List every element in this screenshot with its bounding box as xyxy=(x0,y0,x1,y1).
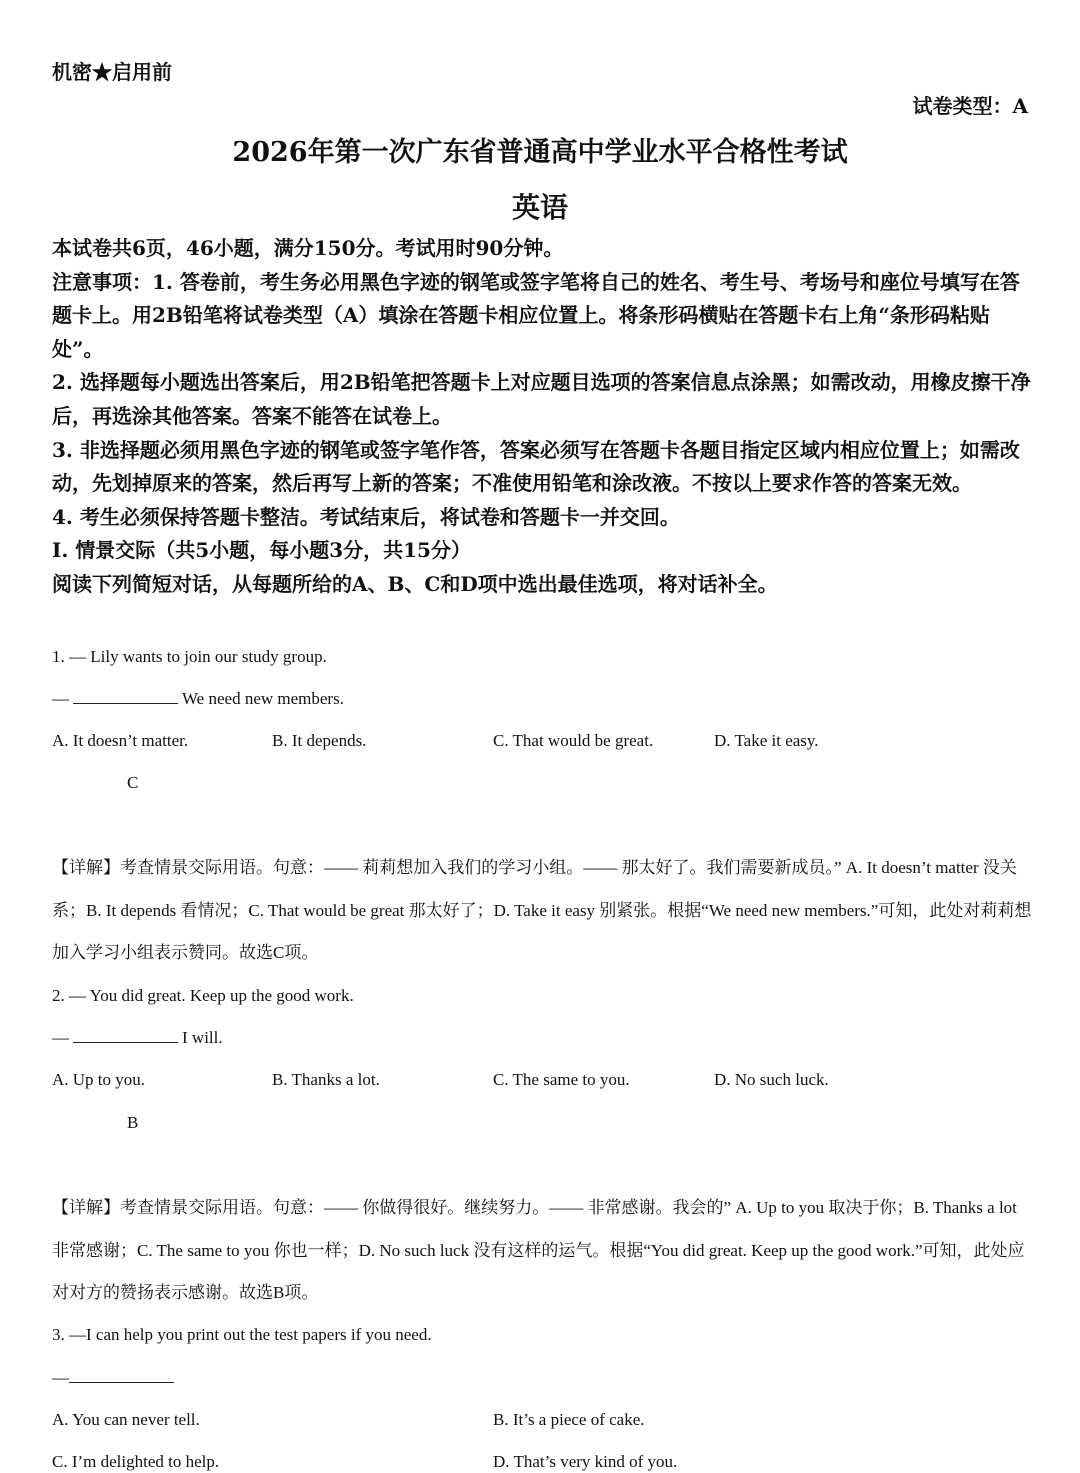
reply-dash: — xyxy=(52,1028,69,1047)
question-1-option-b: B. It depends. xyxy=(272,731,367,750)
question-1-option-c: C. That would be great. xyxy=(493,731,654,750)
section-directions: 阅读下列简短对话，从每题所给的A、B、C和D项中选出最佳选项，将对话补全。 xyxy=(52,571,778,596)
instructions-note-3: 3. 非选择题必须用黑色字迹的钢笔或签字笔作答，答案必须写在答题卡各题目指定区域内相应位置上；如需改动，先划掉原来的答案，然后再写上新的答案；不准使用铅笔和涂改液。不按以上要求作答的答案无效。 xyxy=(52,437,1020,496)
question-2-option-d: D. No such luck. xyxy=(714,1070,829,1089)
confidential-label: 机密★启用前 xyxy=(52,60,172,84)
exam-title: 2026年第一次广东省普通高中学业水平合格性考试 xyxy=(232,137,848,168)
section-heading: Ⅰ. 情景交际（共5小题，每小题3分，共15分） xyxy=(52,538,471,563)
question-3-option-d: D. That’s very kind of you. xyxy=(493,1452,678,1471)
question-2-option-a: A. Up to you. xyxy=(52,1070,146,1089)
answer-blank xyxy=(73,1028,178,1043)
question-1-answer: C xyxy=(127,773,139,792)
question-2-explanation: 【详解】考查情景交际用语。句意：—— 你做得很好。继续努力。—— 非常感谢。我会的” A. Up to you 取决于你；B. Thanks a lot 非常感谢；C. The same to you 你也一样；D. No such luck 没有这样的运气。根据“You did great. Keep up the good work.”可知，此处应对对方的赞扬表示感谢。故选B项。 xyxy=(52,1198,1025,1302)
instructions-note-2: 2. 选择题每小题选出答案后，用2B铅笔把答题卡上对应题目选项的答案信息点涂黑；如需改动，用橡皮擦干净后，再选涂其他答案。答案不能答在试卷上。 xyxy=(52,370,1031,428)
paper-type-label: 试卷类型：A xyxy=(912,94,1028,118)
reply-dash: — xyxy=(52,689,69,708)
question-1-explanation: 【详解】考查情景交际用语。句意：—— 莉莉想加入我们的学习小组。—— 那太好了。我们需要新成员。” A. It doesn’t matter 没关系；B. It depends 看情况；C. That would be great 那太好了；D. Take it easy 别紧张。根据“We need new members.”可知，此处对莉莉想加入学习小组表示赞同。故选C项。 xyxy=(52,858,1032,962)
question-3-option-a: A. You can never tell. xyxy=(52,1410,200,1429)
question-2-prompt: 2. — You did great. Keep up the good work. xyxy=(52,986,354,1005)
question-2-reply xyxy=(52,1028,223,1048)
answer-blank xyxy=(73,689,178,704)
question-3-option-c: C. I’m delighted to help. xyxy=(52,1452,220,1471)
reply-text: We need new members. xyxy=(182,689,344,708)
instructions-note-4: 4. 考生必须保持答题卡整洁。考试结束后，将试卷和答题卡一并交回。 xyxy=(52,504,680,529)
question-2-option-c: C. The same to you. xyxy=(493,1070,630,1089)
question-1-prompt: 1. — Lily wants to join our study group. xyxy=(52,647,327,666)
question-1-option-d: D. Take it easy. xyxy=(714,731,819,750)
question-3-prompt: 3. —I can help you print out the test papers if you need. xyxy=(52,1325,432,1344)
question-1-option-a: A. It doesn’t matter. xyxy=(52,731,189,750)
question-2-answer: B xyxy=(127,1113,139,1132)
reply-dash: — xyxy=(52,1368,69,1387)
subject-title: 英语 xyxy=(511,191,568,224)
question-2-option-b: B. Thanks a lot. xyxy=(272,1070,380,1089)
instructions-note-1: 注意事项：1. 答卷前，考生务必用黑色字迹的钢笔或签字笔将自己的姓名、考生号、考场号和座位号填写在答题卡上。用2B铅笔将试卷类型（A）填涂在答题卡相应位置上。将条形码横贴在答题卡右上角“条形码粘贴处”。 xyxy=(52,269,1020,361)
reply-text: I will. xyxy=(182,1028,223,1047)
question-1-reply xyxy=(52,689,344,709)
answer-blank xyxy=(69,1368,174,1383)
question-3-option-b: B. It’s a piece of cake. xyxy=(493,1410,645,1429)
question-3-reply xyxy=(52,1368,178,1388)
instructions-intro: 本试卷共6页，46小题，满分150分。考试用时90分钟。 xyxy=(52,236,564,260)
instructions-block xyxy=(52,232,1032,602)
